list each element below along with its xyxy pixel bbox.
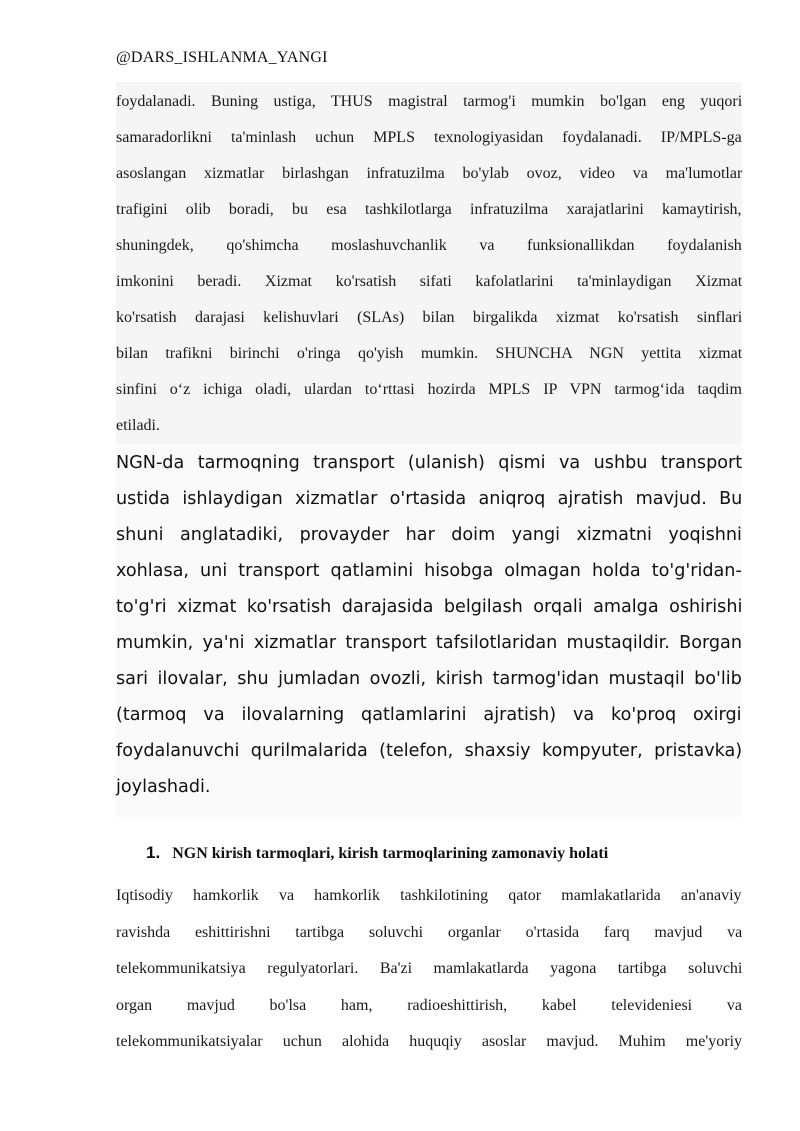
- text-line: telekommunikatsiya regulyatorlari. Ba'zi mamlakatlarda yagona tartibga soluvchi: [116, 960, 743, 977]
- text-line: bilan trafikni birinchi o'ringa qo'yish mumkin. SHUNCHA NGN yettita xizmat: [116, 345, 743, 362]
- text-line: (tarmoq va ilovalarning qatlamlarini ajratish) va ko'proq oxirgi: [116, 705, 742, 725]
- text-line: sinfini o‘z ichiga oladi, ulardan to‘rttasi hozirda MPLS IP VPN tarmog‘ida taqdim: [116, 381, 742, 398]
- text-line: imkonini beradi. Xizmat ko'rsatish sifati kafolatlarini ta'minlaydigan Xizmat: [116, 273, 743, 290]
- text-line: shuningdek, qo'shimcha moslashuvchanlik va funksionallikdan foydalanish: [116, 237, 742, 254]
- text-line: trafigini olib boradi, bu esa tashkilotlarga infratuzilma xarajatlarini kamaytirish,: [116, 201, 742, 218]
- text-line: asoslangan xizmatlar birlashgan infratuzilma bo'ylab ovoz, video va ma'lumotlar: [116, 165, 743, 182]
- text-line: ko'rsatish darajasi kelishuvlari (SLAs) bilan birgalikda xizmat ko'rsatish sinflari: [116, 309, 743, 326]
- text-line: ravishda eshittirishni tartibga soluvchi organlar o'rtasida farq mavjud va: [116, 923, 743, 941]
- text-line: Iqtisodiy hamkorlik va hamkorlik tashkilotining qator mamlakatlarida an'anaviy: [116, 887, 742, 904]
- text-line: NGN-da tarmoqning transport (ulanish) qismi va ushbu transport: [116, 453, 743, 473]
- text-line: shuni anglatadiki, provayder har doim yangi xizmatni yoqishni: [116, 525, 742, 545]
- text-line: telekommunikatsiyalar uchun alohida huquqiy asoslar mavjud. Muhim me'yoriy: [116, 1033, 743, 1050]
- text-line: organ mavjud bo'lsa ham, radioeshittirish, kabel televideniesi va: [116, 996, 742, 1014]
- text-line: joylashadi.: [116, 777, 211, 797]
- text-line: foydalanuvchi qurilmalarida (telefon, shaxsiy kompyuter, pristavka): [116, 741, 743, 761]
- paragraph-transport: [116, 445, 742, 817]
- text-line: ustida ishlaydigan xizmatlar o'rtasida aniqroq ajratish mavjud. Bu: [116, 489, 743, 509]
- section-number: 1.: [146, 843, 161, 862]
- text-line: xohlasa, uni transport qatlamini hisobga olmagan holda to'g'ridan-: [116, 561, 742, 581]
- section-heading: [146, 843, 746, 863]
- paragraph-services: [116, 82, 742, 444]
- text-line: mumkin, ya'ni xizmatlar transport tafsilotlaridan mustaqildir. Borgan: [116, 633, 742, 653]
- text-line: samaradorlikni ta'minlash uchun MPLS texnologiyasidan foydalanadi. IP/MPLS-ga: [116, 129, 742, 146]
- section-title: NGN kirish tarmoqlari, kirish tarmoqlarining zamonaviy holati: [172, 845, 609, 862]
- text-line: foydalanadi. Buning ustiga, THUS magistral tarmog'i mumkin bo'lgan eng yuqori: [116, 93, 743, 110]
- page-header: @DARS_ISHLANMA_YANGI: [116, 49, 328, 66]
- paragraph-regulation: [116, 878, 742, 1061]
- text-line: etiladi.: [116, 417, 160, 434]
- text-line: to'g'ri xizmat ko'rsatish darajasida belgilash orqali amalga oshirishi: [116, 597, 743, 617]
- text-line: sari ilovalar, shu jumladan ovozli, kirish tarmog'idan mustaqil bo'lib: [116, 669, 742, 689]
